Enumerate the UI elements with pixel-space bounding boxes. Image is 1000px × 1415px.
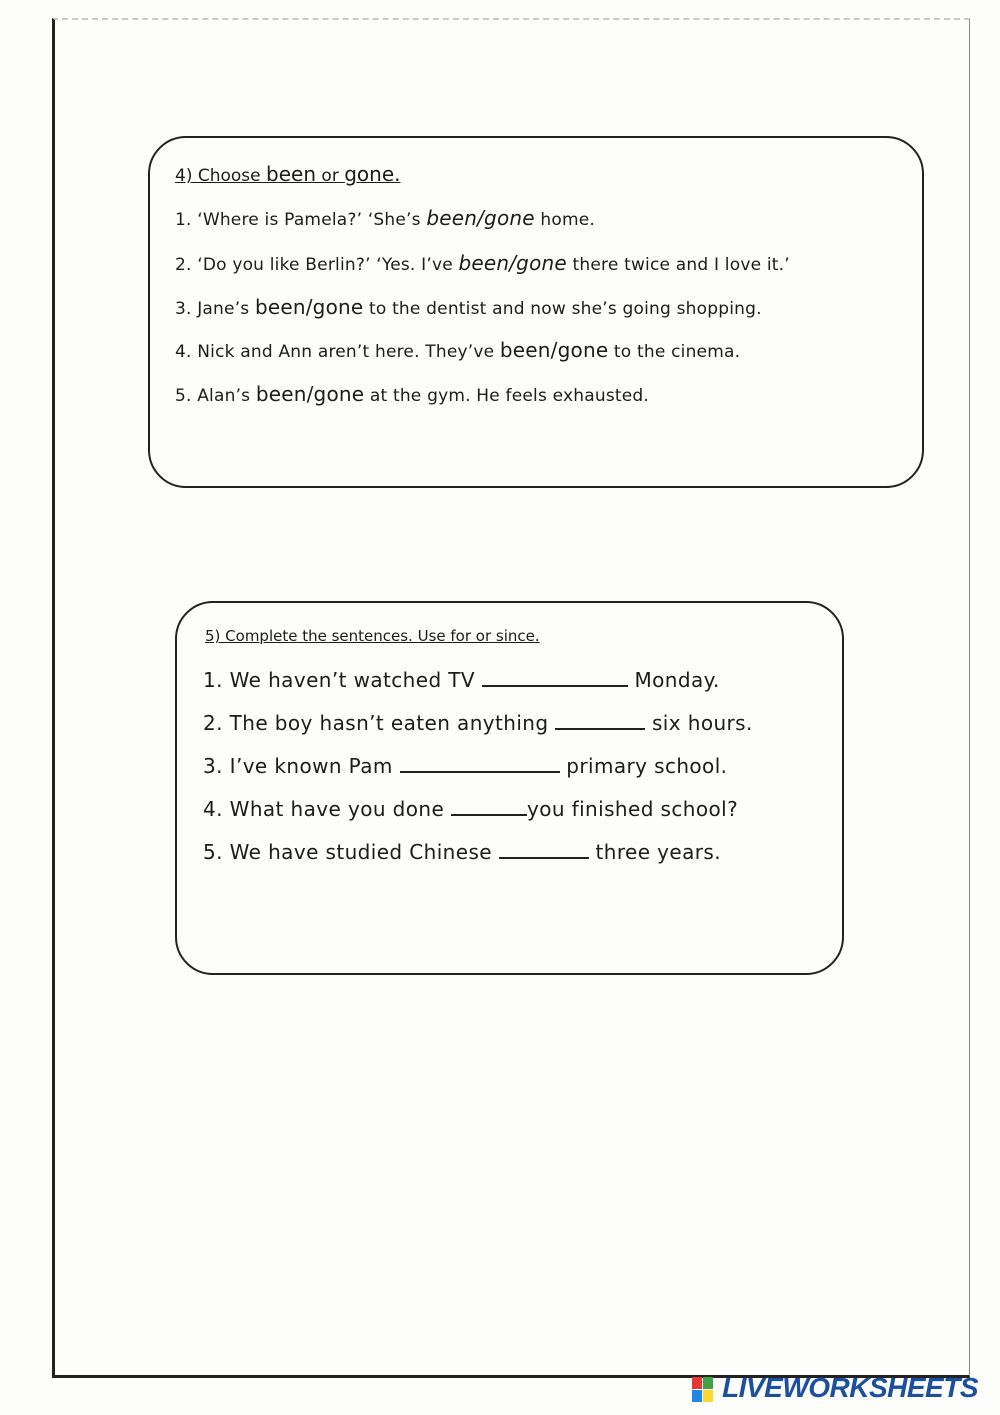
answer-blank[interactable]	[499, 837, 589, 859]
watermark: LIVEWORKSHEETS	[722, 1372, 978, 1403]
exercise-4-item: 3. Jane’s been/gone to the dentist and now she’s going shopping.	[175, 295, 762, 319]
exercise-4-title: 4) Choose been or gone.	[175, 162, 401, 186]
choice-been-gone[interactable]: been/gone	[254, 295, 364, 319]
exercise-5-title: 5) Complete the sentences. Use for or since.	[205, 627, 540, 645]
exercise-4-item: 1. ‘Where is Pamela?’ ‘She’s been/gone home.	[175, 206, 595, 230]
answer-blank[interactable]	[451, 794, 527, 816]
answer-blank[interactable]	[555, 708, 645, 730]
choice-been-gone[interactable]: been/gone	[458, 251, 567, 275]
exercise-5-item: 2. The boy hasn’t eaten anything six hours.	[203, 708, 753, 735]
liveworksheets-logo-icon	[692, 1377, 714, 1403]
exercise-5-box	[175, 601, 844, 975]
choice-been-gone[interactable]: been/gone	[426, 206, 535, 230]
exercise-5-item: 4. What have you done you finished school?	[203, 794, 738, 821]
exercise-5-item: 1. We haven’t watched TV Monday.	[203, 665, 720, 692]
choice-been-gone[interactable]: been/gone	[499, 338, 609, 362]
exercise-5-item: 5. We have studied Chinese three years.	[203, 837, 721, 864]
exercise-4-item: 2. ‘Do you like Berlin?’ ‘Yes. I’ve been/gone there twice and I love it.’	[175, 251, 790, 275]
exercise-4-box	[148, 136, 924, 488]
choice-been-gone[interactable]: been/gone	[255, 382, 365, 406]
exercise-5-item: 3. I’ve known Pam primary school.	[203, 751, 727, 778]
exercise-4-item: 5. Alan’s been/gone at the gym. He feels exhausted.	[175, 382, 649, 406]
exercise-4-item: 4. Nick and Ann aren’t here. They’ve been/gone to the cinema.	[175, 338, 741, 362]
answer-blank[interactable]	[400, 751, 560, 773]
answer-blank[interactable]	[482, 665, 628, 687]
